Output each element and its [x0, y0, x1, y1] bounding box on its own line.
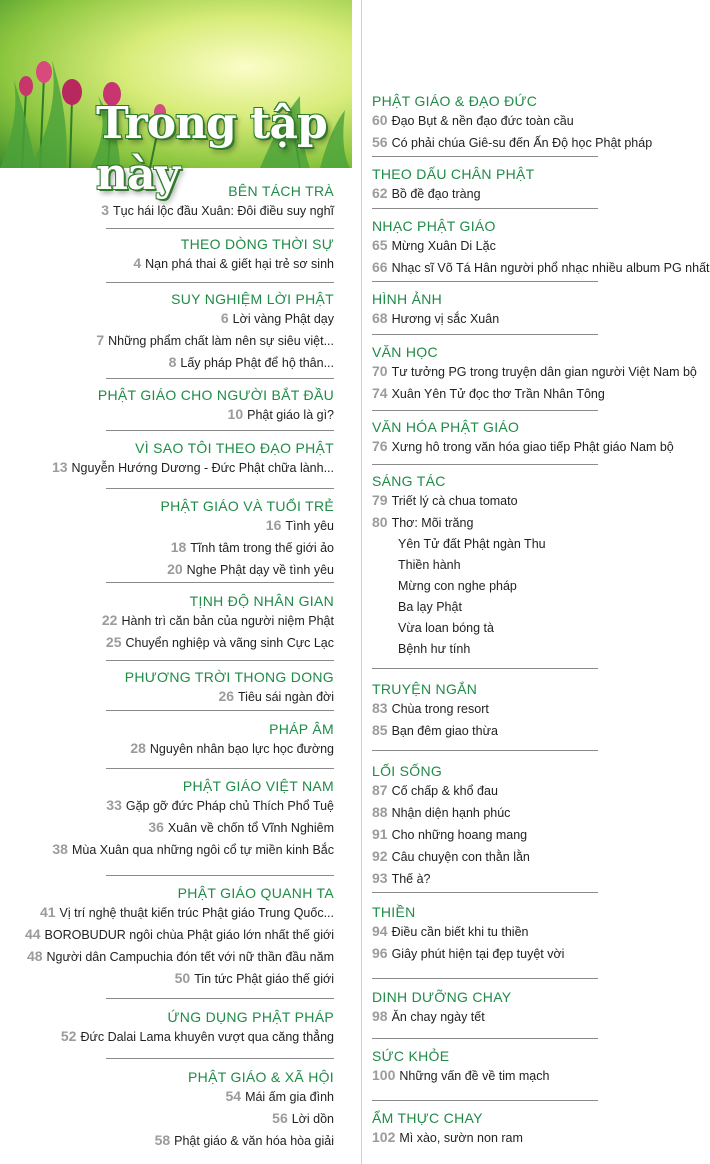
entry-title: Cố chấp & khổ đau — [391, 784, 498, 798]
toc-entry[interactable] — [39, 902, 334, 924]
page-number: 28 — [130, 740, 146, 756]
toc-section — [372, 290, 662, 330]
page-number: 16 — [265, 517, 282, 533]
section-title: PHƯƠNG TRỜI THONG DONG — [124, 669, 334, 685]
page-number: 41 — [39, 904, 56, 920]
entry-title: Chuyển nghiệp và vãng sinh Cực Lạc — [125, 636, 334, 650]
page-number: 93 — [372, 870, 388, 886]
section-title: SUY NGHIỆM LỜI PHẬT — [171, 291, 334, 307]
section-title: HÌNH ẢNH — [372, 291, 443, 307]
section-divider — [106, 998, 334, 999]
page-number: 85 — [372, 722, 388, 738]
toc-section — [51, 439, 334, 479]
entry-title: Tục hái lộc đầu Xuân: Đôi điều suy nghĩ — [113, 204, 334, 218]
page-number: 83 — [372, 700, 388, 716]
toc-section — [64, 1068, 334, 1152]
toc-entry[interactable] — [372, 1127, 662, 1149]
section-title: ẨM THỰC CHAY — [372, 1110, 483, 1126]
page-number: 58 — [154, 1132, 171, 1148]
section-divider — [372, 208, 598, 209]
section-divider — [372, 334, 598, 335]
toc-entry[interactable] — [372, 361, 697, 383]
entry-title: Tin tức Phật giáo thế giới — [194, 972, 334, 986]
section-title: PHẬT GIÁO & ĐẠO ĐỨC — [372, 93, 538, 109]
page-number: 66 — [372, 259, 388, 275]
column-divider — [361, 0, 362, 1164]
toc-section — [372, 680, 662, 742]
page-number: 100 — [372, 1067, 396, 1083]
page-number: 80 — [372, 514, 388, 530]
page-number: 60 — [372, 112, 388, 128]
toc-entry[interactable] — [64, 559, 334, 581]
page-number: 3 — [101, 202, 110, 218]
toc-sub-entry[interactable]: Ba lạy Phật — [398, 600, 462, 614]
section-divider — [106, 378, 334, 379]
section-title: TRUYỆN NGẮN — [372, 681, 478, 697]
section-title: PHẬT GIÁO VÀ TUỔI TRẺ — [160, 498, 334, 514]
entry-title: Bồ đề đạo tràng — [391, 187, 481, 201]
section-title: NHẠC PHẬT GIÁO — [372, 218, 496, 234]
toc-entry[interactable] — [372, 110, 662, 132]
page-number: 62 — [372, 185, 388, 201]
entry-title: Hành trì căn bản của người niệm Phật — [121, 614, 334, 628]
entry-title: Chùa trong resort — [391, 702, 489, 716]
page-number: 79 — [372, 492, 388, 508]
section-divider — [372, 410, 598, 411]
toc-entry[interactable] — [372, 698, 662, 720]
toc-section — [372, 418, 674, 458]
page-number: 20 — [167, 561, 183, 577]
entry-title: Xuân về chốn tổ Vĩnh Nghiêm — [167, 821, 334, 835]
section-divider — [106, 875, 334, 876]
section-divider — [106, 282, 334, 283]
toc-entry[interactable] — [64, 795, 334, 817]
toc-entry[interactable] — [64, 352, 334, 374]
section-divider — [106, 430, 334, 431]
toc-section — [60, 1008, 334, 1048]
entry-title: Hương vị sắc Xuân — [391, 312, 500, 326]
toc-entry[interactable] — [64, 1130, 334, 1152]
entry-title: Xuân Yên Tử đọc thơ Trần Nhân Tông — [391, 387, 605, 401]
page-number: 44 — [24, 926, 41, 942]
toc-entry[interactable] — [64, 308, 334, 330]
entry-title: Những phẩm chất làm nên sự siêu việt... — [108, 334, 334, 348]
page-number: 8 — [168, 354, 177, 370]
toc-sub-entry[interactable]: Yên Tử đất Phật ngàn Thu — [398, 537, 546, 551]
section-title: SỨC KHỎE — [372, 1048, 450, 1064]
section-title: VĂN HỌC — [372, 344, 438, 360]
section-title: LỐI SỐNG — [372, 763, 443, 779]
toc-section — [64, 290, 334, 374]
toc-entry[interactable] — [372, 132, 662, 154]
entry-title: Nguyên nhân bạo lực học đường — [149, 742, 334, 756]
entry-title: Mùa Xuân qua những ngôi cổ tự miền kinh Bắc — [71, 843, 334, 857]
section-title: VĂN HÓA PHẬT GIÁO — [372, 419, 520, 435]
page-number: 65 — [372, 237, 388, 253]
toc-entry[interactable] — [372, 308, 662, 330]
entry-title: Lấy pháp Phật để hộ thân... — [180, 356, 334, 370]
toc-entry[interactable] — [64, 330, 334, 352]
entry-title: Nạn phá thai & giết hại trẻ sơ sinh — [145, 257, 334, 271]
section-divider — [372, 750, 598, 751]
entry-title: Giây phút hiện tại đẹp tuyệt vời — [391, 947, 565, 961]
toc-section — [372, 903, 662, 965]
section-divider — [106, 488, 334, 489]
page-number: 88 — [372, 804, 388, 820]
toc-entry[interactable] — [372, 490, 662, 512]
section-divider — [106, 1058, 334, 1059]
toc-entry[interactable] — [372, 1006, 662, 1028]
entry-title: Câu chuyện con thằn lằn — [391, 850, 530, 864]
toc-section — [372, 165, 662, 205]
section-title: ỨNG DỤNG PHẬT PHÁP — [167, 1009, 334, 1025]
toc-section — [64, 182, 334, 222]
toc-section — [372, 343, 697, 405]
page-number: 10 — [227, 406, 244, 422]
page-number: 6 — [220, 310, 229, 326]
toc-section — [372, 1109, 662, 1149]
entry-title: Vị trí nghệ thuật kiến trúc Phật giáo Trung Quốc... — [59, 906, 334, 920]
page-number: 87 — [372, 782, 388, 798]
section-divider — [372, 281, 598, 282]
section-divider — [372, 978, 598, 979]
page-number: 96 — [372, 945, 388, 961]
toc-entry[interactable] — [51, 457, 334, 479]
section-title: THEO DẤU CHÂN PHẬT — [372, 166, 535, 182]
page-number: 13 — [51, 459, 68, 475]
page-number: 94 — [372, 923, 388, 939]
page-number: 76 — [372, 438, 388, 454]
toc-section — [64, 497, 334, 581]
page-number: 91 — [372, 826, 388, 842]
page-number: 102 — [372, 1129, 396, 1145]
toc-entry[interactable] — [372, 824, 662, 846]
toc-entry[interactable] — [24, 924, 334, 946]
toc-entry[interactable] — [372, 257, 710, 279]
page-number: 74 — [372, 385, 388, 401]
toc-entry[interactable] — [64, 1108, 334, 1130]
section-divider — [372, 1100, 598, 1101]
section-title: THIỀN — [372, 904, 416, 920]
section-title: PHẬT GIÁO CHO NGƯỜI BẮT ĐẦU — [97, 387, 334, 403]
toc-entry[interactable] — [372, 868, 662, 890]
page-number: 70 — [372, 363, 388, 379]
toc-section — [24, 884, 334, 990]
toc-section — [64, 386, 334, 426]
section-divider — [106, 710, 334, 711]
entry-title: Tiêu sái ngàn đời — [238, 690, 334, 704]
page-number: 33 — [106, 797, 122, 813]
entry-title: Tĩnh tâm trong thế giới ảo — [190, 541, 334, 555]
toc-sub-entry[interactable]: Thiền hành — [398, 558, 461, 572]
page-number: 7 — [96, 332, 105, 348]
entry-title: Gặp gỡ đức Pháp chủ Thích Phổ Tuệ — [125, 799, 334, 813]
toc-entry[interactable] — [372, 846, 662, 868]
toc-entry[interactable] — [64, 632, 334, 654]
toc-section — [64, 592, 334, 654]
section-divider — [106, 228, 334, 229]
entry-title: Có phải chúa Giê-su đến Ấn Độ học Phật pháp — [391, 136, 653, 150]
entry-title: Cho những hoang mang — [391, 828, 528, 842]
section-title: PHÁP ÂM — [269, 721, 334, 737]
section-title: SÁNG TÁC — [372, 473, 446, 489]
page-number: 48 — [26, 948, 43, 964]
entry-title: Đức Dalai Lama khuyên vượt qua căng thẳng — [80, 1030, 334, 1044]
page-number: 54 — [225, 1088, 242, 1104]
toc-entry[interactable] — [64, 1086, 334, 1108]
entry-title: Nguyễn Hướng Dương - Đức Phật chữa lành... — [71, 461, 334, 475]
page-number: 26 — [218, 688, 235, 704]
entry-title: Ăn chay ngày tết — [391, 1010, 485, 1024]
section-divider — [372, 464, 598, 465]
toc-section — [52, 777, 334, 861]
page-number: 68 — [372, 310, 388, 326]
toc-sub-entry[interactable]: Bệnh hư tính — [398, 642, 471, 656]
toc-entry[interactable] — [64, 738, 334, 760]
page-number: 92 — [372, 848, 388, 864]
entry-title: Xưng hô trong văn hóa giao tiếp Phật giáo Nam bộ — [391, 440, 674, 454]
toc-entry[interactable] — [64, 610, 334, 632]
entry-title: Lời vàng Phật dạy — [232, 312, 334, 326]
section-divider — [106, 660, 334, 661]
toc-entry[interactable] — [26, 946, 334, 968]
toc-entry[interactable] — [372, 235, 662, 257]
entry-title: Những vấn đề về tim mạch — [399, 1069, 550, 1083]
toc-section — [372, 762, 662, 890]
page-number: 56 — [272, 1110, 288, 1126]
section-title: TỊNH ĐỘ NHÂN GIAN — [189, 593, 334, 609]
page-number: 22 — [101, 612, 118, 628]
toc-section — [64, 720, 334, 760]
section-divider — [106, 582, 334, 583]
entry-title: Triết lý cà chua tomato — [391, 494, 518, 508]
page-number: 4 — [133, 255, 142, 271]
page-number: 38 — [52, 841, 68, 857]
page-number: 18 — [170, 539, 187, 555]
toc-entry[interactable] — [64, 686, 334, 708]
page-number: 50 — [174, 970, 191, 986]
toc-section — [372, 217, 710, 279]
entry-title: Nghe Phật dạy về tình yêu — [186, 563, 334, 577]
toc-entry[interactable] — [64, 817, 334, 839]
page-number: 98 — [372, 1008, 388, 1024]
entry-title: Người dân Campuchia đón tết với nữ thần đầu năm — [46, 950, 334, 964]
toc-entry[interactable] — [372, 720, 662, 742]
toc-entry[interactable] — [372, 802, 662, 824]
toc-entry[interactable] — [372, 780, 662, 802]
toc-entry[interactable] — [64, 253, 334, 275]
toc-entry[interactable] — [64, 537, 334, 559]
toc-section — [372, 1047, 662, 1087]
entry-title: Phật giáo & văn hóa hòa giải — [174, 1134, 334, 1148]
section-title: VÌ SAO TÔI THEO ĐẠO PHẬT — [135, 440, 334, 456]
section-title: THEO DÒNG THỜI SỰ — [180, 236, 334, 252]
section-divider — [372, 156, 598, 157]
toc-entry[interactable] — [64, 404, 334, 426]
section-divider — [372, 1038, 598, 1039]
toc-entry[interactable] — [372, 1065, 662, 1087]
entry-title: Nhạc sĩ Võ Tá Hân người phổ nhạc nhiều album PG nhất — [391, 261, 710, 275]
toc-section — [372, 472, 662, 660]
banner-title: Trong tập này — [96, 98, 327, 200]
page-number: 25 — [105, 634, 122, 650]
section-title: PHẬT GIÁO VIỆT NAM — [182, 778, 334, 794]
toc-section — [372, 92, 662, 154]
toc-entry[interactable] — [372, 921, 662, 943]
toc-entry[interactable] — [52, 839, 334, 861]
entry-title: Mì xào, sườn non ram — [399, 1131, 523, 1145]
section-divider — [372, 668, 598, 669]
entry-title: Bạn đêm giao thừa — [391, 724, 498, 738]
section-title: BÊN TÁCH TRÀ — [228, 183, 334, 199]
entry-title: Phật giáo là gì? — [247, 408, 334, 422]
section-divider — [372, 892, 598, 893]
entry-title: Điều cần biết khi tu thiền — [391, 925, 529, 939]
toc-entry[interactable] — [372, 943, 662, 965]
toc-entry[interactable] — [60, 1026, 334, 1048]
page-number: 56 — [372, 134, 388, 150]
entry-title: Nhận diện hạnh phúc — [391, 806, 511, 820]
entry-title: Lời dồn — [291, 1112, 334, 1126]
toc-sub-entry[interactable]: Mừng con nghe pháp — [398, 579, 517, 593]
toc-section — [64, 235, 334, 275]
toc-section — [64, 668, 334, 708]
toc-entry[interactable] — [372, 383, 662, 405]
page-number: 52 — [60, 1028, 77, 1044]
entry-title: Mừng Xuân Di Lặc — [391, 239, 496, 253]
entry-title: Đạo Bụt & nền đạo đức toàn cầu — [391, 114, 574, 128]
toc-entry[interactable] — [372, 512, 662, 534]
toc-entry[interactable] — [64, 200, 334, 222]
toc-sub-entry[interactable]: Vừa loan bóng tà — [398, 621, 494, 635]
entry-title: Mái ấm gia đình — [245, 1090, 334, 1104]
page-number: 36 — [148, 819, 164, 835]
toc-entry[interactable] — [372, 436, 674, 458]
toc-entry[interactable] — [64, 515, 334, 537]
toc-entry[interactable] — [372, 183, 662, 205]
entry-title: BOROBUDUR ngôi chùa Phật giáo lớn nhất thế giới — [44, 928, 334, 942]
section-title: PHẬT GIÁO QUANH TA — [177, 885, 334, 901]
toc-entry[interactable] — [64, 968, 334, 990]
entry-title: Thế à? — [391, 872, 431, 886]
section-title: PHẬT GIÁO & XÃ HỘI — [188, 1069, 334, 1085]
entry-title: Tình yêu — [285, 519, 334, 533]
section-divider — [106, 768, 334, 769]
entry-title: Tư tưởng PG trong truyện dân gian người Việt Nam bộ — [391, 365, 697, 379]
toc-section — [372, 988, 662, 1028]
section-title: DINH DƯỠNG CHAY — [372, 989, 512, 1005]
entry-title: Thơ: Mõi trăng — [391, 516, 474, 530]
